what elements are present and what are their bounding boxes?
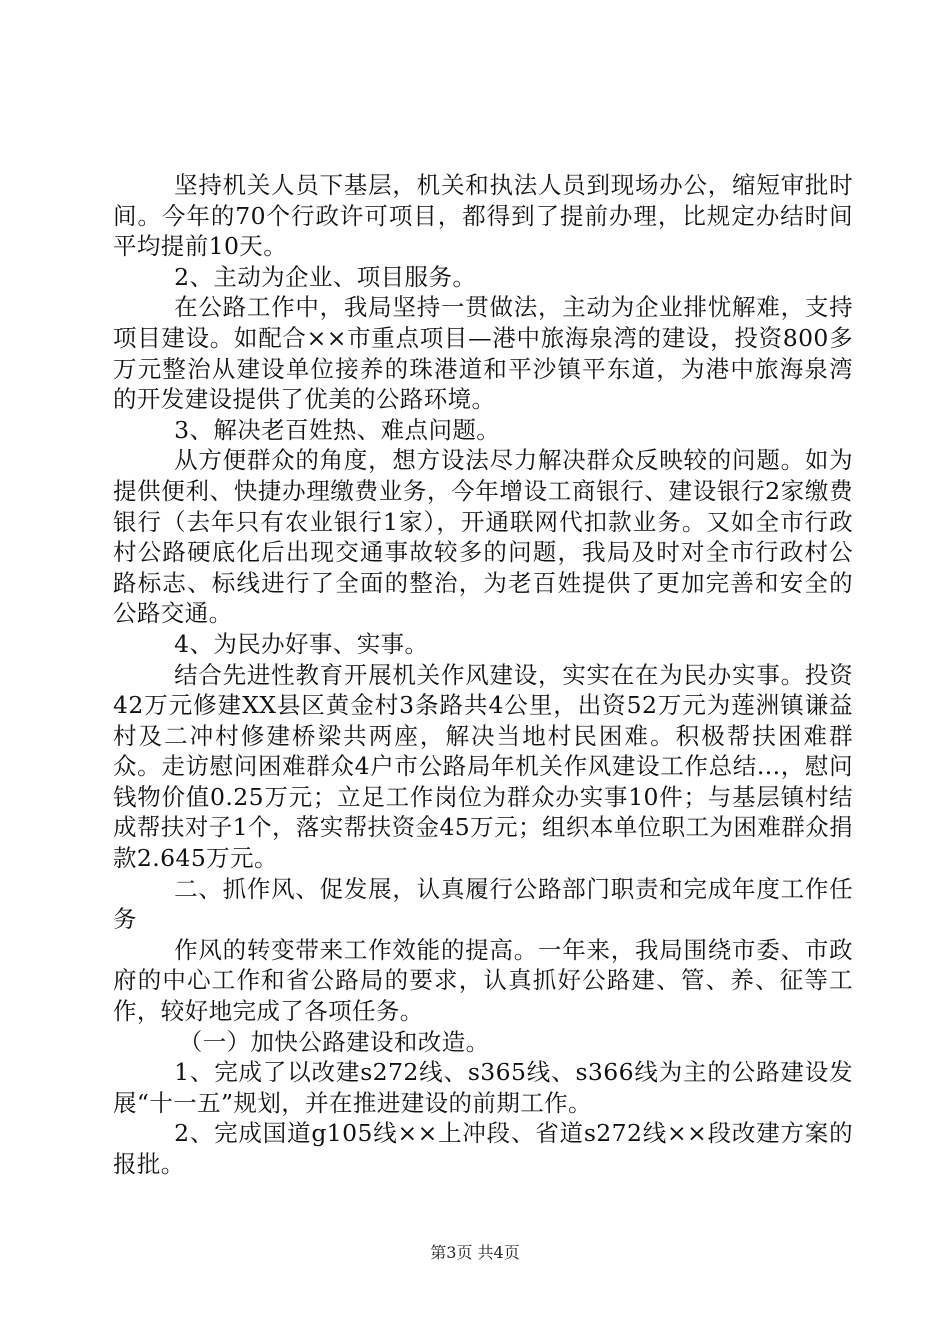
subsection-heading-construction: （一）加快公路建设和改造。	[178, 1027, 490, 1056]
paragraph-efficiency: 作风的转变带来工作效能的提高。一年来，我局围绕市委、市政府的中心工作和省公路局的要求，认真抓好公路建、管、养、征等工作，较好地完成了各项任务。	[113, 935, 853, 1026]
item-construction-plan: 1、完成了以改建s272线、s365线、s366线为主的公路建设发展“十一五”规划，并在推进建设的前期工作。	[113, 1058, 853, 1117]
page-footer: 第3页 共4页	[430, 1243, 520, 1262]
item-heading-serve-enterprises: 2、主动为企业、项目服务。	[174, 262, 477, 291]
section-heading-two: 二、抓作风、促发展，认真履行公路部门职责和完成年度工作任务	[113, 874, 853, 934]
paragraph-serve-enterprises: 在公路工作中，我局坚持一贯做法，主动为企业排忧解难，支持项目建设。如配合××市重点项目—港中旅海泉湾的建设，投资800多万元整治从建设单位接养的珠港道和平沙镇平东道，为港中旅海泉湾的开发建设提供了优美的公路环境。	[113, 293, 853, 414]
paragraph-hot-issues: 从方便群众的角度，想方设法尽力解决群众反映较的问题。如为提供便利、快捷办理缴费业务，今年增设工商银行、建设银行2家缴费银行（去年只有农业银行1家），开通联网代扣款业务。又如全市行政村公路硬底化后出现交通事故较多的问题，我局及时对全市行政村公路标志、标线进行了全面的整治，为老百姓提供了更加完善和安全的公路交通。	[113, 446, 853, 628]
paragraph-good-deeds: 结合先进性教育开展机关作风建设，实实在在为民办实事。投资42万元修建XX县区黄金村3条路共4公里，出资52万元为莲洲镇谦益村及二冲村修建桥梁共两座，解决当地村民困难。积极帮扶困难群众。走访慰问困难群众4户市公路局年机关作风建设工作总结...，慰问钱物价值0.25万元；立足工作岗位为群众办实事10件；与基层镇村结成帮扶对子1个，落实帮扶资金45万元；组织本单位职工为困难群众捐款2.645万元。	[113, 660, 853, 873]
item-heading-good-deeds: 4、为民办好事、实事。	[174, 629, 429, 658]
paragraph-approval-time: 坚持机关人员下基层，机关和执法人员到现场办公，缩短审批时间。今年的70个行政许可项目，都得到了提前办理，比规定办结时间平均提前10天。	[113, 171, 853, 261]
document-body	[113, 170, 853, 1180]
item-heading-hot-issues: 3、解决老百姓热、难点问题。	[174, 415, 501, 444]
item-approval-plan: 2、完成国道g105线××上冲段、省道s272线××段改建方案的报批。	[113, 1119, 853, 1178]
